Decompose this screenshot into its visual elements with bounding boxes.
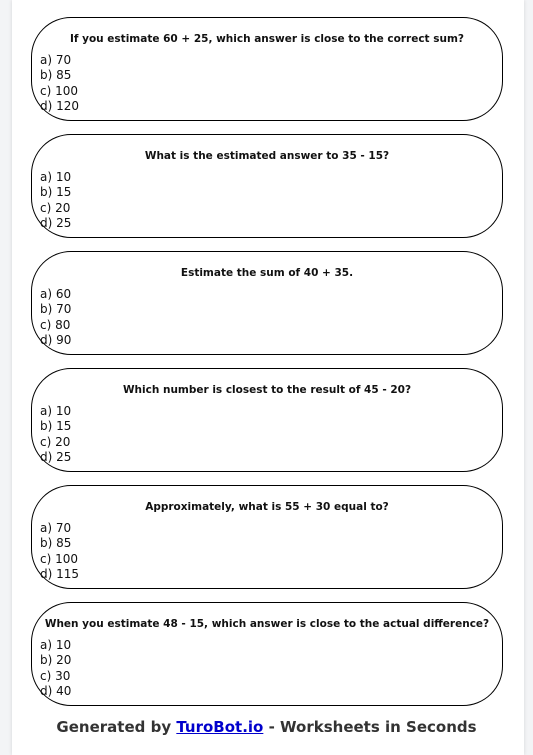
- answer-option: d) 25: [40, 215, 72, 230]
- answer-option: b) 15: [40, 185, 72, 200]
- question-card: [31, 602, 503, 706]
- answer-options: [40, 521, 79, 582]
- question-text: Estimate the sum of 40 + 35.: [180, 267, 354, 279]
- answer-options: [40, 638, 71, 699]
- answer-options: [40, 53, 79, 114]
- answer-option: c) 20: [40, 434, 71, 449]
- answer-option: a) 10: [40, 638, 72, 652]
- answer-option: c) 100: [40, 551, 78, 566]
- answer-option: d) 120: [40, 98, 80, 113]
- answer-option: d) 90: [40, 332, 72, 347]
- footer-prefix: Generated by: [56, 718, 177, 736]
- turobot-link[interactable]: TuroBot.io: [176, 718, 264, 736]
- answer-option: b) 85: [40, 68, 72, 83]
- question-card: [31, 17, 503, 121]
- answer-options: [40, 404, 71, 465]
- answer-option: c) 100: [40, 83, 78, 98]
- question-text: Which number is closest to the result of 45 - 20?: [122, 384, 412, 396]
- question-list: [31, 17, 503, 719]
- answer-options: [40, 287, 71, 348]
- footer: [0, 718, 533, 736]
- footer-suffix: - Worksheets in Seconds: [263, 718, 477, 736]
- answer-option: a) 70: [40, 53, 72, 67]
- answer-option: d) 40: [40, 683, 72, 698]
- answer-option: a) 10: [40, 404, 72, 418]
- question-text: What is the estimated answer to 35 - 15?: [144, 150, 390, 162]
- question-text: If you estimate 60 + 25, which answer is close to the correct sum?: [69, 33, 464, 45]
- answer-options: [40, 170, 71, 231]
- answer-option: c) 80: [40, 317, 71, 332]
- answer-option: d) 25: [40, 449, 72, 464]
- answer-option: c) 30: [40, 668, 71, 683]
- answer-option: a) 60: [40, 287, 72, 301]
- answer-option: d) 115: [40, 566, 80, 581]
- answer-option: a) 10: [40, 170, 72, 184]
- question-text: When you estimate 48 - 15, which answer is close to the actual difference?: [44, 618, 490, 630]
- answer-option: b) 85: [40, 536, 72, 551]
- answer-option: b) 20: [40, 653, 72, 668]
- question-text: Approximately, what is 55 + 30 equal to?: [145, 501, 389, 513]
- answer-option: b) 15: [40, 419, 72, 434]
- answer-option: c) 20: [40, 200, 71, 215]
- question-card: [31, 368, 503, 472]
- answer-option: a) 70: [40, 521, 72, 535]
- question-card: [31, 134, 503, 238]
- question-card: [31, 485, 503, 589]
- answer-option: b) 70: [40, 302, 72, 317]
- question-card: [31, 251, 503, 355]
